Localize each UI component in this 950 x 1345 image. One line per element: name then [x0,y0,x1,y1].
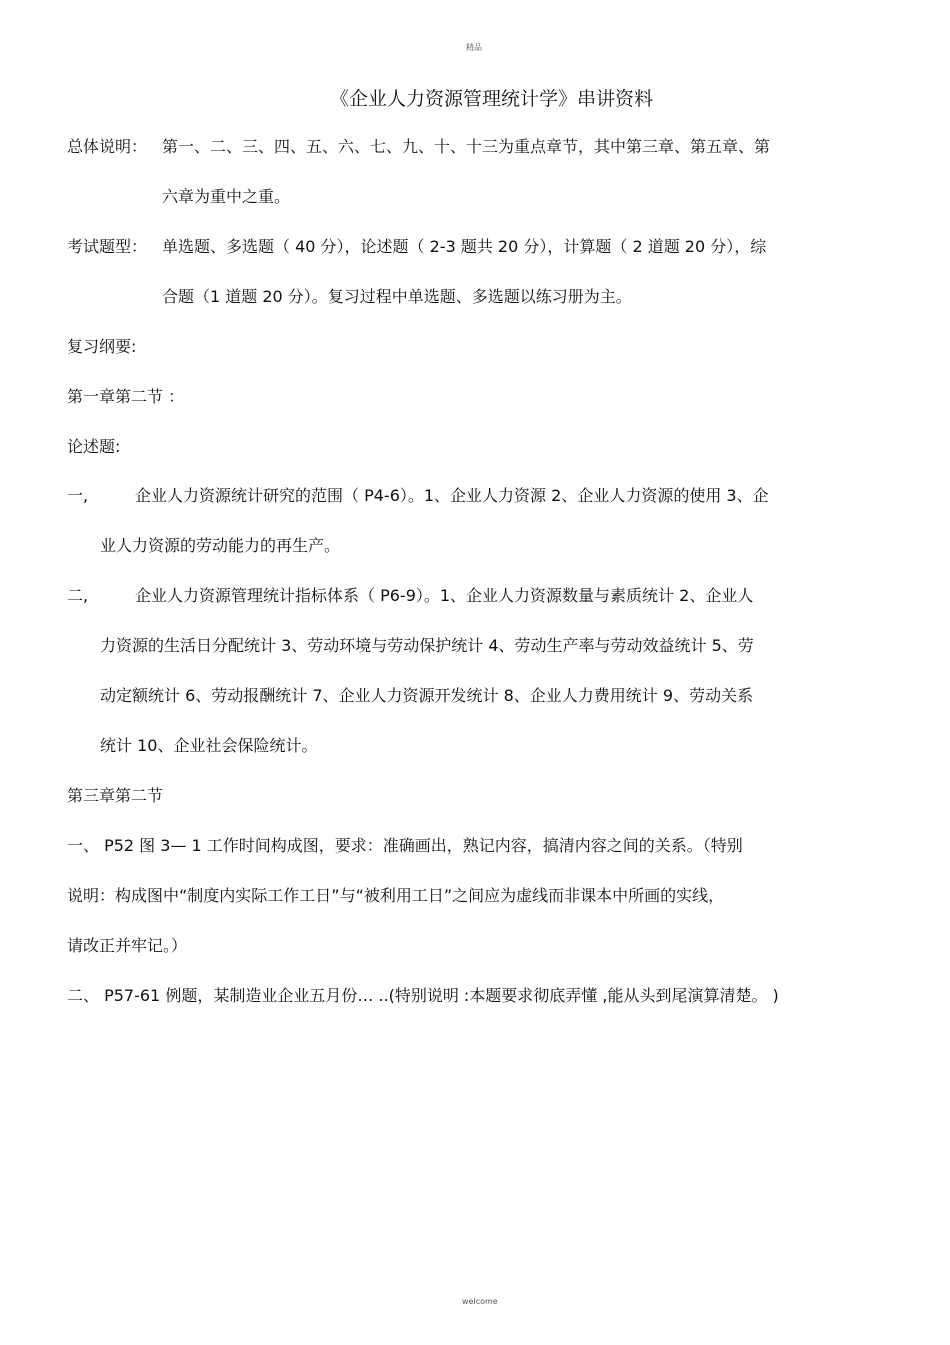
ch1-item2-line-2: 力资源的生活日分配统计 3、劳动环境与劳动保护统计 4、劳动生产率与劳动效益统计 5、劳 [100,636,754,655]
exam-types-label: 考试题型： [67,237,148,256]
exam-types-line-2: 合题（1 道题 20 分）。复习过程中单选题、多选题以练习册为主。 [162,287,632,306]
chapter3-heading: 第三章第二节 [67,786,164,805]
exam-types-line-1: 单选题、多选题（ 40 分），论述题（ 2-3 题共 20 分），计算题（ 2 道题 20 分），综 [162,237,767,256]
ch3-item1-line-2: 说明：构成图中“制度内实际工作工日”与“被利用工日”之间应为虚线而非课本中所画的实线， [67,886,725,905]
page-header-mark: 精品 [466,43,482,52]
overview-label: 总体说明： [67,137,148,156]
ch3-item1-line-1: 一、 P52 图 3— 1 工作时间构成图，要求：准确画出，熟记内容，搞清内容之间的关系。（特别 [67,836,743,855]
ch1-item2-line-4: 统计 10、企业社会保险统计。 [100,736,318,755]
chapter1-heading: 第一章第二节 ： [67,387,185,406]
ch1-item1-line-2: 业人力资源的劳动能力的再生产。 [100,536,341,555]
ch3-item1-line-3: 请改正并牢记。） [67,936,188,955]
ch1-item2-number: 二, [67,586,89,605]
overview-line-1: 第一、二、三、四、五、六、七、九、十、十三为重点章节，其中第三章、第五章、第 [162,137,771,156]
document-title: 《企业人力资源管理统计学》串讲资料 [330,88,654,110]
outline-label: 复习纲要: [67,337,137,356]
ch1-item2-line-3: 动定额统计 6、劳动报酬统计 7、企业人力资源开发统计 8、企业人力费用统计 9、劳动关系 [100,686,754,705]
ch1-item2-line-1: 企业人力资源管理统计指标体系（ P6-9）。1、企业人力资源数量与素质统计 2、企业人 [135,586,754,605]
page-footer-mark: welcome [462,1297,498,1306]
overview-line-2: 六章为重中之重。 [162,187,291,206]
chapter1-subheading: 论述题: [67,437,121,456]
ch1-item1-line-1: 企业人力资源统计研究的范围（ P4-6）。1、企业人力资源 2、企业人力资源的使用 3、企 [135,486,769,505]
ch3-item2-line-1: 二、 P57-61 例题，某制造业企业五月份… ..(特别说明 :本题要求彻底弄懂 ,能从头到尾演算清楚。 ) [67,986,779,1005]
ch1-item1-number: 一, [67,486,89,505]
